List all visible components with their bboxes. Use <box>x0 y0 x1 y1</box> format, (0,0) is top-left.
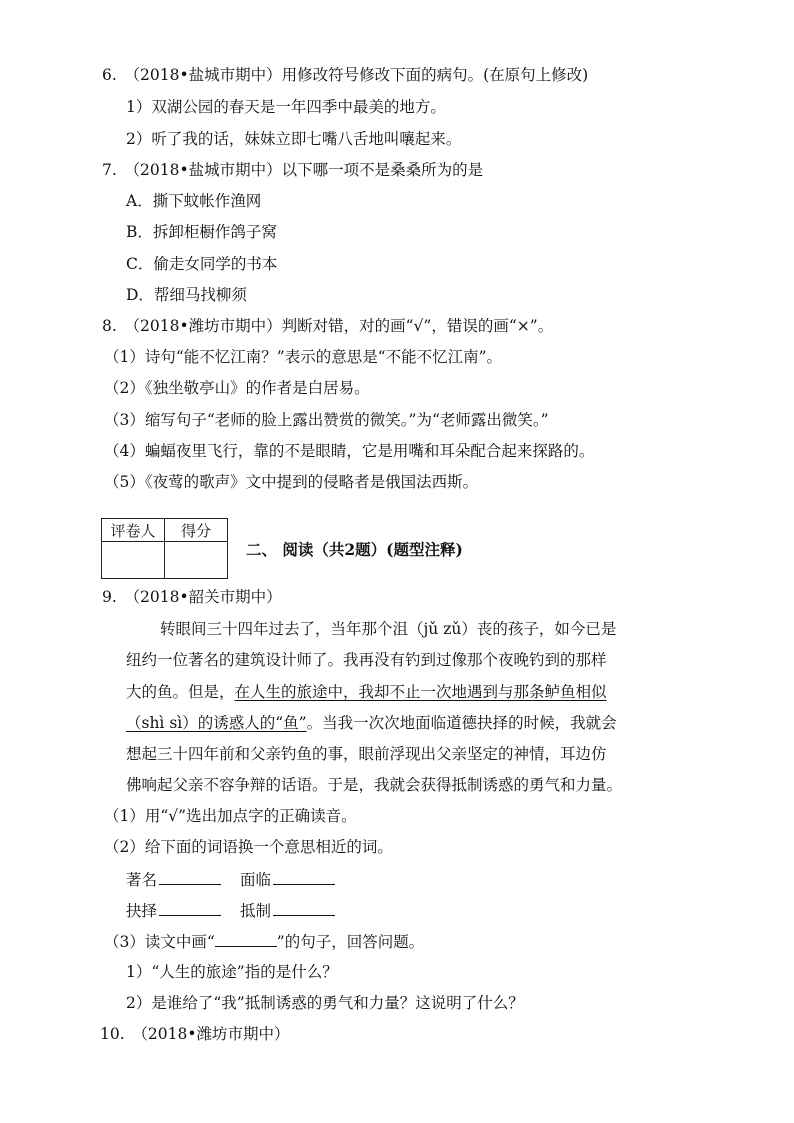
q9-word-2: 面临 <box>239 871 271 889</box>
q9-sub-3-item-2: 2）是谁给了“我”抵制诱惑的勇气和力量？这说明了什么？ <box>126 994 524 1012</box>
q9-word-3: 抉择 <box>126 902 158 920</box>
q9-word-4: 抵制 <box>239 902 271 920</box>
q9-word-row-1 <box>126 868 335 891</box>
q9-word-1: 著名 <box>126 871 158 889</box>
q9-passage-line-3 <box>126 681 646 703</box>
q9-word-4-blank[interactable] <box>273 899 335 916</box>
q9-sub-3-item-1: 1）“人生的旅途”指的是什么？ <box>126 963 338 981</box>
q8-item-1: （1）诗句“能不忆江南？”表示的意思是“不能不忆江南”。 <box>104 348 503 366</box>
q9-underlined-sentence-part-2: （shì sì）的诱惑人的“鱼” <box>126 714 307 732</box>
q9-stem: 9. （2018•韶关市期中） <box>102 588 282 606</box>
q7-option-b: B．拆卸柜橱作鸽子窝 <box>126 223 277 241</box>
q9-passage-line-4-end: 。当我一次次地面临道德抉择的时候，我就会 <box>306 714 617 732</box>
q7-option-d: D．帮细马找柳须 <box>126 286 247 304</box>
q7-option-c: C．偷走女同学的书本 <box>126 255 278 273</box>
q9-passage-line-4 <box>126 712 646 734</box>
q8-stem: 8. （2018•潍坊市期中）判断对错，对的画“√”，错误的画“×”。 <box>102 317 554 335</box>
q9-sub-3-end: ”的句子，回答问题。 <box>276 933 425 951</box>
score-box-grader-label: 评卷人 <box>102 519 165 542</box>
q7-option-a: A．撕下蚊帐作渔网 <box>126 192 262 210</box>
q9-underlined-sentence-part-1: 在人生的旅途中，我却不止一次地遇到与那条鲈鱼相似 <box>234 683 607 701</box>
score-box-grader-cell <box>102 542 165 579</box>
q9-word-2-blank[interactable] <box>273 868 335 885</box>
q8-item-2: （2）《独坐敬亭山》的作者是白居易。 <box>104 379 370 397</box>
score-box <box>101 518 228 579</box>
q9-sub-3-start: （3）读文中画“ <box>104 933 215 951</box>
q9-sub-3-underline-sample <box>215 930 277 947</box>
q9-passage-line-6: 佛响起父亲不容争辩的话语。于是，我就会获得抵制诱惑的勇气和力量。 <box>126 776 623 794</box>
q9-word-1-blank[interactable] <box>159 868 221 885</box>
q9-word-3-blank[interactable] <box>159 899 221 916</box>
q6-item-1: 1）双湖公园的春天是一年四季中最美的地方。 <box>126 98 446 116</box>
q9-passage-line-2: 纽约一位著名的建筑设计师了。我再没有钓到过像那个夜晚钓到的那样 <box>126 651 607 669</box>
q9-sub-1: （1）用“√”选出加点字的正确读音。 <box>104 807 357 825</box>
q8-item-5: （5）《夜莺的歌声》文中提到的侵略者是俄国法西斯。 <box>104 473 479 491</box>
q8-item-4: （4）蝙蝠夜里飞行，靠的不是眼睛，它是用嘴和耳朵配合起来探路的。 <box>104 442 595 460</box>
q6-stem: 6. （2018•盐城市期中）用修改符号修改下面的病句。(在原句上修改) <box>102 66 589 84</box>
score-box-score-cell <box>165 542 228 579</box>
q7-stem: 7. （2018•盐城市期中）以下哪一项不是桑桑所为的是 <box>102 161 484 179</box>
q6-item-2: 2）听了我的话，妹妹立即七嘴八舌地叫嚷起来。 <box>126 130 462 148</box>
q9-sub-3 <box>104 930 424 953</box>
q9-sub-2: （2）给下面的词语换一个意思相近的词。 <box>104 838 393 856</box>
score-box-score-label: 得分 <box>165 519 228 542</box>
q10-stem: 10. （2018•潍坊市期中） <box>100 1025 290 1043</box>
q9-passage-line-1: 转眼间三十四年过去了，当年那个沮（jǔ zǔ）丧的孩子，如今已是 <box>160 620 617 638</box>
q9-word-row-2 <box>126 899 335 922</box>
q9-passage-line-5: 想起三十四年前和父亲钓鱼的事，眼前浮现出父亲坚定的神情，耳边仿 <box>126 745 607 763</box>
q9-passage-line-3-start: 大的鱼。但是， <box>126 683 235 701</box>
section-2-title: 二、 阅读（共2题）(题型注释) <box>246 540 463 559</box>
q8-item-3: （3）缩写句子“老师的脸上露出赞赏的微笑。”为“老师露出微笑。” <box>104 411 549 429</box>
